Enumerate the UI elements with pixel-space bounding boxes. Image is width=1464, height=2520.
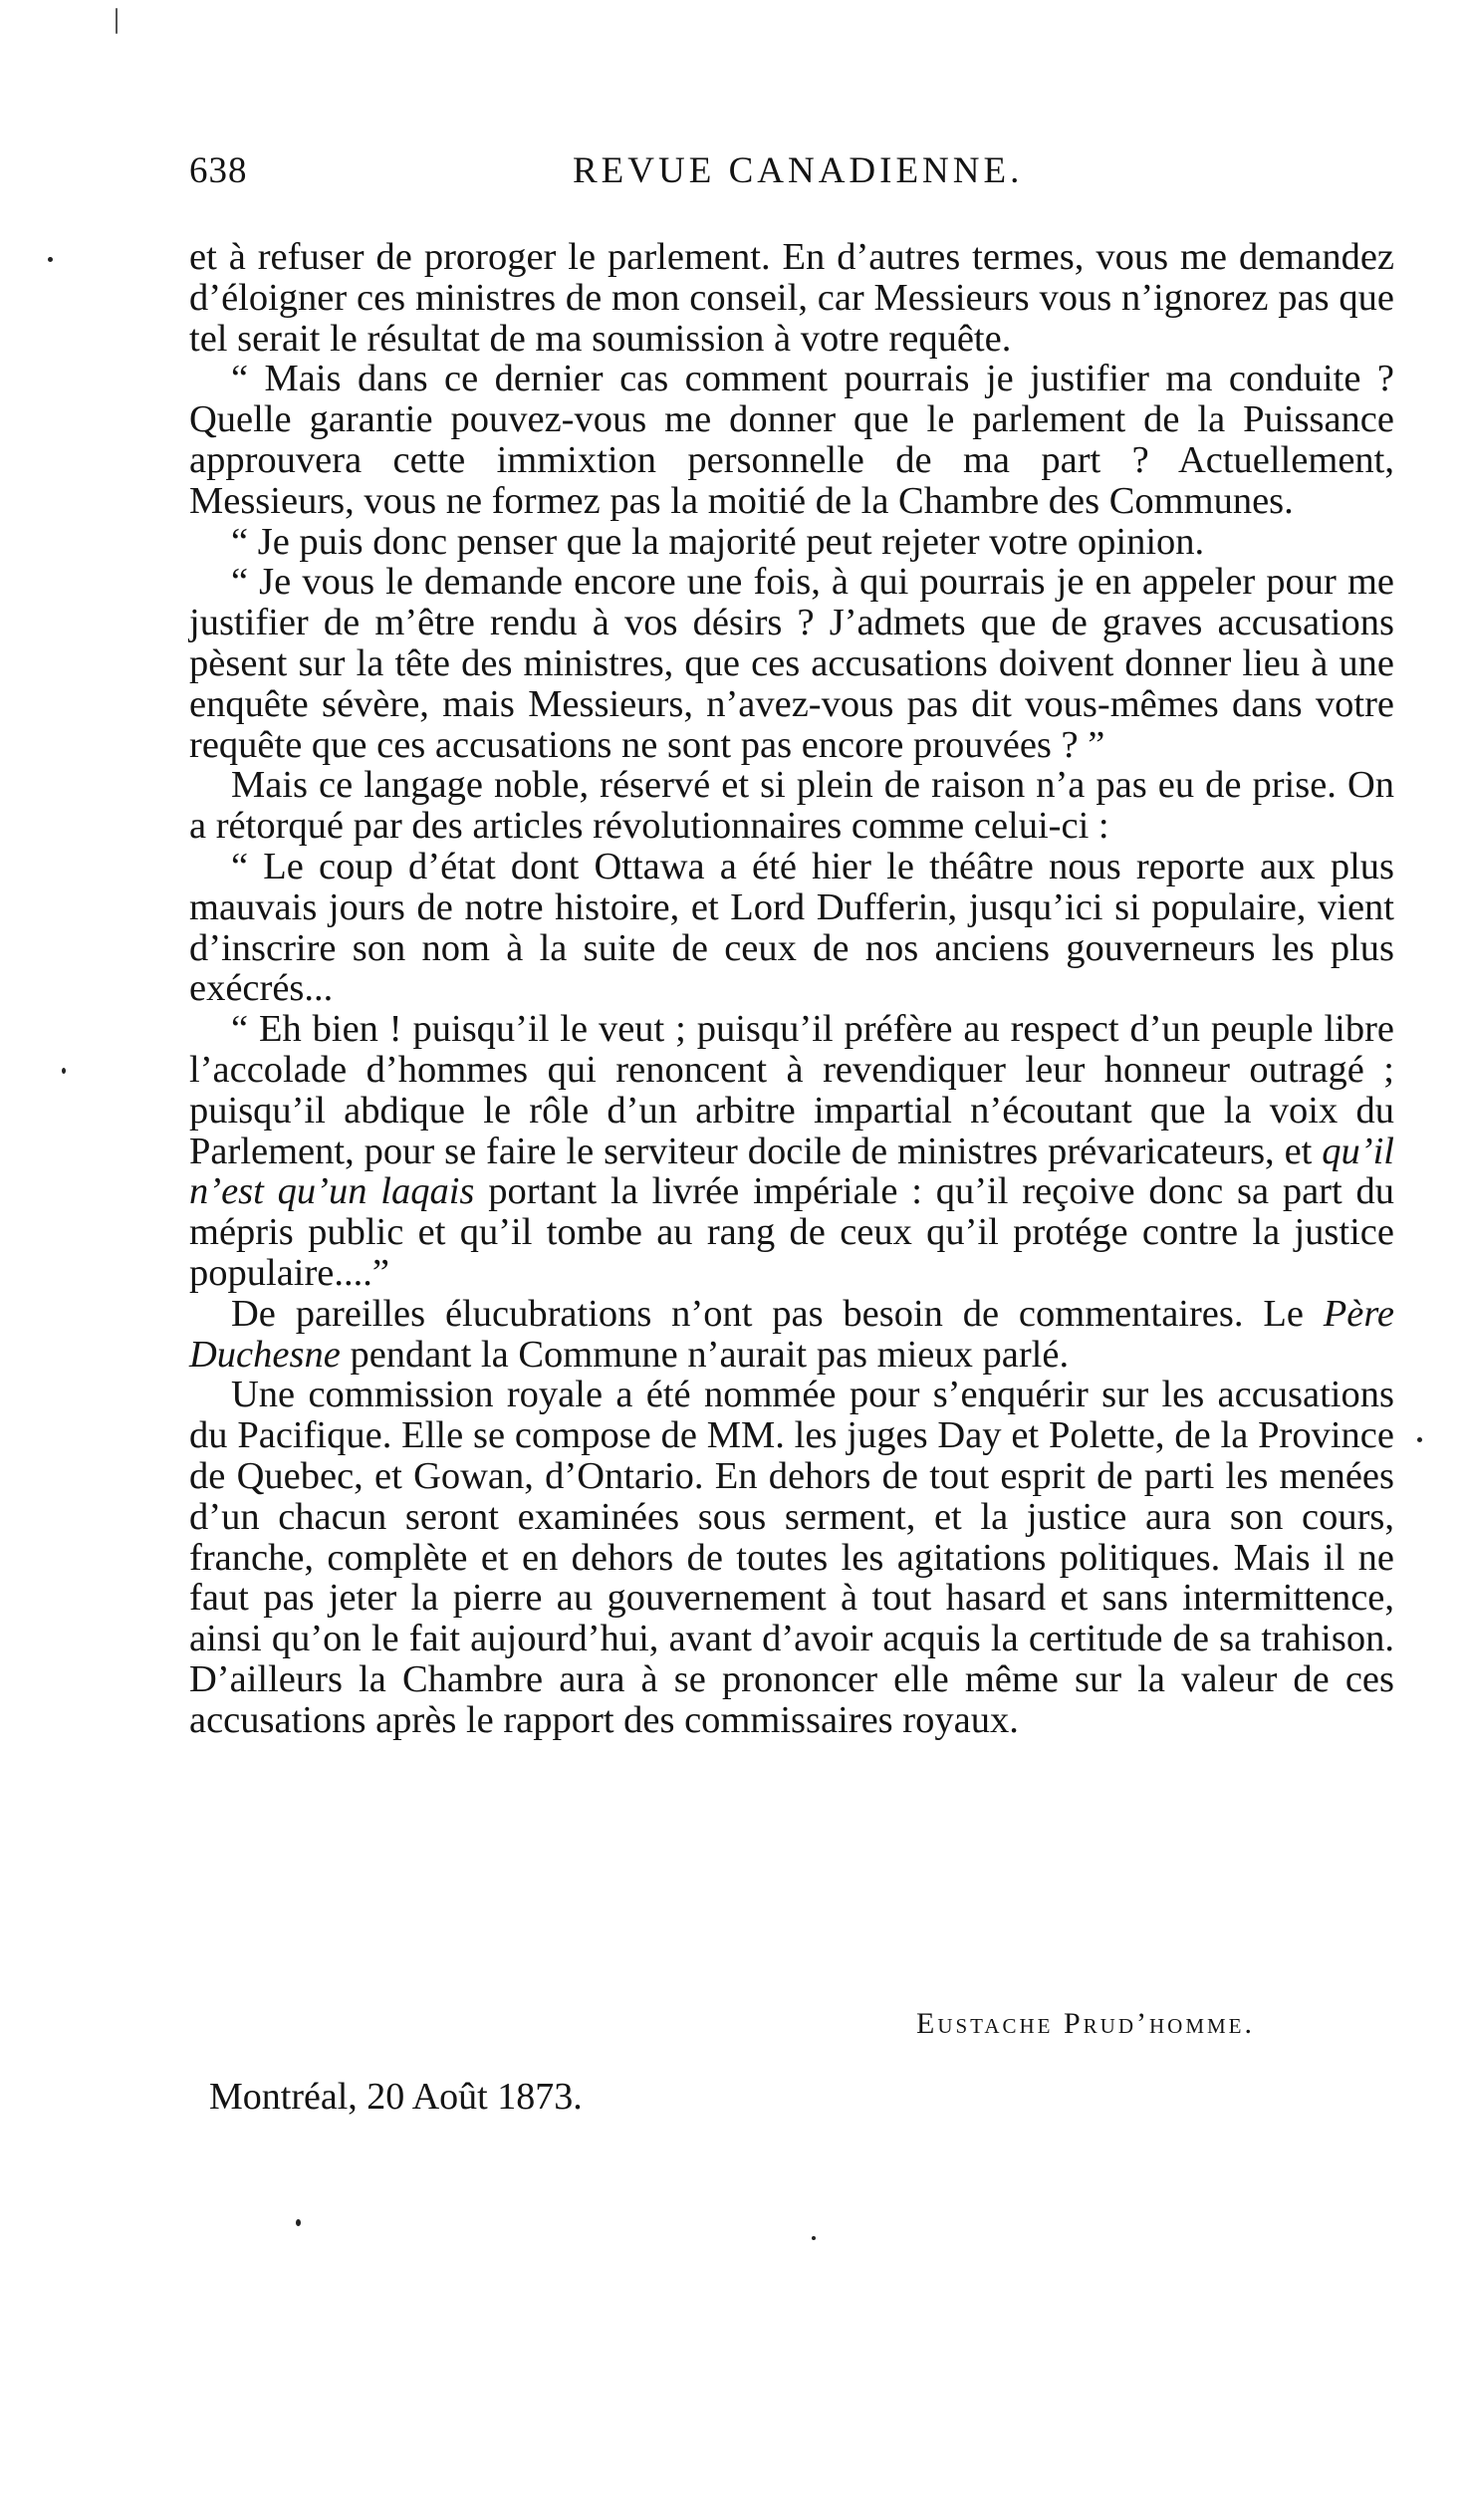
text-run: “ Eh bien ! puisqu’il le veut ; puisqu’il préfère au respect d’un peuple libre l’accolade d’hommes qui renoncent à revendiquer leur honneur outragé ; puisqu’il abdique le rôle d’un arbitre impartial n’écoutant que la voix du Parlement, pour se faire le serviteur docile de ministres prévaricateurs, et [189,1008,1394,1172]
dateline: Montréal, 20 Août 1873. [209,2076,583,2118]
scan-speck [48,257,53,262]
page-number: 638 [189,150,248,191]
paragraph-continued: et à refuser de proroger le parlement. En d’autres termes, vous me demandez d’éloigner ces ministres de mon conseil, car Messieurs vous n’ignorez pas que tel serait le résultat de ma soumission à votre requête. [189,236,1394,360]
page-header [189,149,1394,209]
scan-speck [62,1068,66,1074]
paragraph [189,1294,1394,1376]
quote-paragraph: “ Je vous le demande encore une fois, à qui pourrais je en appeler pour me justifier de m’être rendu à vos désirs ? J’admets que de graves accusations pèsent sur la tête des ministres, que ces accusations doivent donner lieu à une enquête sévère, mais Messieurs, n’avez-vous pas dit vous-mêmes dans votre requête que ces accusations ne sont pas encore prouvées ? ” [189,561,1394,766]
scan-speck [1417,1437,1422,1442]
quote-paragraph: “ Je puis donc penser que la majorité peut rejeter votre opinion. [231,520,1205,563]
quote-paragraph: “ Le coup d’état dont Ottawa a été hier le théâtre nous reporte aux plus mauvais jours de notre histoire, et Lord Dufferin, jusqu’ici si populaire, vient d’inscrire son nom à la suite de ceux de nos anciens gouverneurs les plus exécrés... [189,845,1394,1010]
scan-speck [812,2236,816,2240]
text-run: portant la livrée impériale : qu’il reçoive donc sa part du mépris public et qu’il tombe au rang de ceux qu’il protége contre la justice populaire....” [189,1170,1394,1294]
scan-speck [296,2219,301,2226]
running-head: REVUE CANADIENNE. [573,150,1024,191]
paragraph: Mais ce langage noble, réservé et si plein de raison n’a pas eu de prise. On a rétorqué par des articles révolutionnaires comme celui-ci : [189,764,1394,848]
quote-paragraph [189,1009,1394,1294]
article-body [189,237,1394,1740]
italic-phrase: Père Duchesne [189,1292,1394,1376]
text-run: De pareilles élucubrations n’ont pas besoin de commentaires. Le [231,1292,1324,1335]
quote-paragraph: “ Mais dans ce dernier cas comment pourrais je justifier ma conduite ? Quelle garantie pouvez-vous me donner que le parlement de la Puissance approuvera cette immixtion personnelle de ma part ? Actuellement, Messieurs, vous ne formez pas la moitié de la Chambre des Communes. [189,358,1394,522]
italic-phrase: qu’il n’est qu’un laqais [189,1130,1394,1213]
text-run: pendant la Commune n’aurait pas mieux parlé. [340,1333,1070,1376]
paragraph: Une commission royale a été nommée pour s’enquérir sur les accusations du Pacifique. Elle se compose de MM. les juges Day et Polette, de la Province de Quebec, et Gowan, d’Ontario. En dehors de tout esprit de parti les menées d’un chacun seront examinées sous serment, et la justice aura son cours, franche, complète et en dehors de toutes les agitations politiques. Mais il ne faut pas jeter la pierre au gouvernement à tout hasard et sans intermittence, ainsi qu’on le fait aujourd’hui, avant d’avoir acquis la certitude de sa trahison. D’ailleurs la Chambre aura à se prononcer elle même sur la valeur de ces accusations après le rapport des commissaires royaux. [189,1374,1394,1741]
author-signature: Eustache Prud’homme. [916,2007,1255,2040]
scan-speck [116,8,118,34]
